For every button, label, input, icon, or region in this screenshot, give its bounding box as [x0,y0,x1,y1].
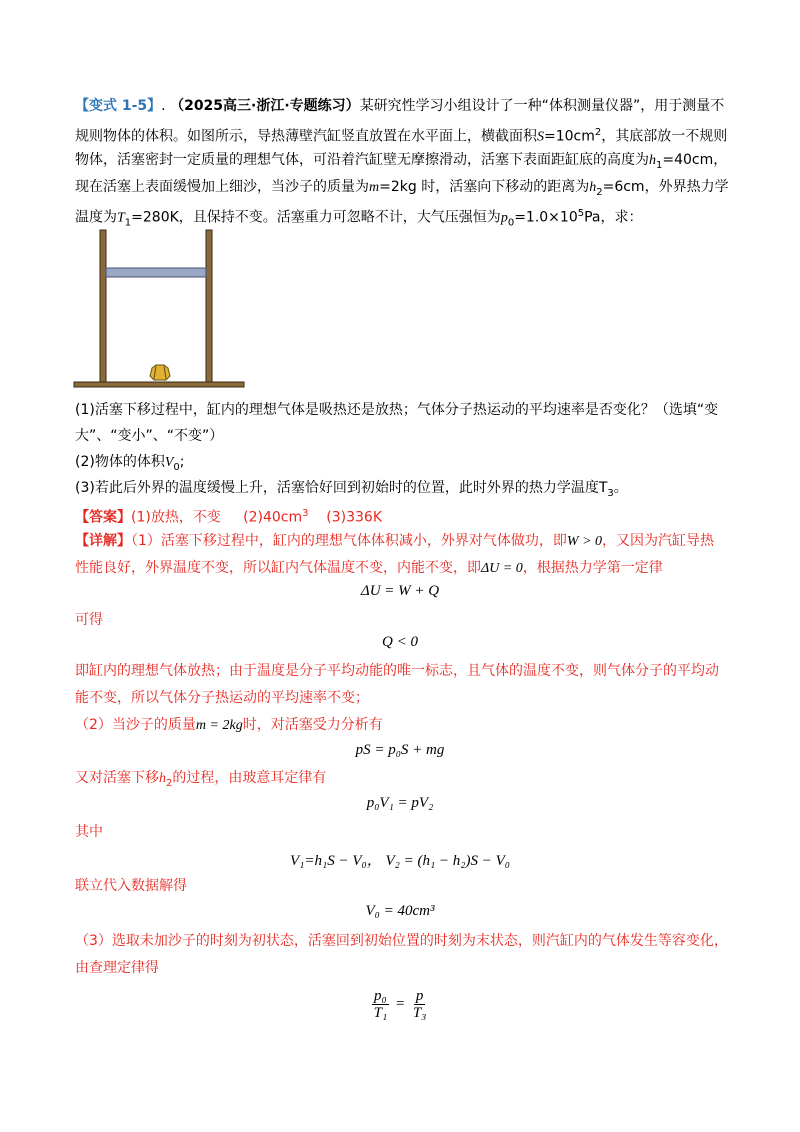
detail-line-4: 能不变，所以气体分子热运动的平均速率不变； [75,690,369,706]
sub-question-3: (3)若此后外界的温度缓慢上升，活塞恰好回到初始时的位置，此时外界的热力学温度$T_3$。 [75,480,628,499]
fraction-left: $\frac{\text{p₀}}{\text{T₁}}$ [373,988,388,1021]
question-line-1: 【变式 1-5】. （2025高三·浙江·专题练习）某研究性学习小组设计了一种“体积测量仪器”，用于测量不 [75,98,725,114]
equation-volumes: V₁=h₁S − V₀， V₂ = (h₁ − h₂)S − V₀ [289,853,510,869]
sub-question-1-cont: 大”、“变小”、“不变”） [75,428,224,444]
equation-force-balance: pS = p₀S + mg [355,742,445,758]
equation-first-law: ΔU = W + Q [360,583,440,599]
sub-question-2: (2)物体的体积$V_0$; [75,454,185,473]
equation-charles-law: $\frac{\text{p₀}}{\text{T₁}}$ = $\frac{p}{\text{T₃}}$ [373,988,427,1021]
detail-line-9: 由查理定律得 [75,960,159,976]
detail-kede: 可得 [75,612,103,628]
fraction-right: $\frac{p}{\text{T₃}}$ [412,988,427,1021]
cylinder-left-wall [100,230,106,382]
equation-v0-result: V₀ = 40cm³ [365,903,435,919]
ground-base [74,382,244,387]
equation-boyle-law: p₀V₁ = pV₂ [366,795,434,811]
cylinder-diagram [72,228,248,390]
equation-q-negative: Q < 0 [382,634,418,650]
answer-line: 【答案】(1)放热，不变 $(2)40cm^3$ (3)336K [75,508,383,526]
variant-tag: 【变式 1-5】 [75,98,162,114]
detail-line-6: 又对活塞下移$h_2$的过程，由玻意耳定律有 [75,770,327,789]
question-line-4: 现在活塞上表面缓慢加上细沙，当沙子的质量为m=2kg 时，活塞向下移动的距离为$h_2=6cm$，外界热力学 [75,179,729,198]
cylinder-right-wall [206,230,212,382]
detail-line-7: 联立代入数据解得 [75,878,187,894]
detail-tag: 【详解】 [75,533,131,549]
question-line-2: 规则物体的体积。如图所示，导热薄壁汽缸竖直放置在水平面上，横截面积$S=10cm^2$，其底部放一不规则 [75,127,728,145]
detail-qizhong: 其中 [75,824,103,840]
question-line-3: 物体，活塞密封一定质量的理想气体，可沿着汽缸壁无摩擦滑动，活塞下表面距缸底的高度为$h_1=40cm$， [75,152,728,171]
question-line-5: 温度为$T_1=280K$，且保持不变。活塞重力可忽略不计，大气压强恒为$p_0=1.0\times 10^5Pa$，求： [75,208,643,229]
detail-line-8: （3）选取未加沙子的时刻为初状态，活塞回到初始位置的时刻为末状态，则汽缸内的气体发生等容变化， [75,933,728,949]
irregular-object [150,365,170,380]
answer-tag: 【答案】 [75,509,131,526]
sub-question-1: (1)活塞下移过程中，缸内的理想气体是吸热还是放热；气体分子热运动的平均速率是否变化？（选填“变 [75,402,719,418]
detail-line-2: 性能良好，外界温度不变，所以缸内气体温度不变，内能不变，即ΔU = 0，根据热力学第一定律 [75,560,663,576]
question-source: （2025高三·浙江·专题练习） [170,98,360,114]
piston [106,268,206,277]
detail-line-1: 【详解】（1）活塞下移过程中，缸内的理想气体体积减小，外界对气体做功，即W > 0，又因为汽缸导热 [75,533,715,549]
detail-line-3: 即缸内的理想气体放热；由于温度是分子平均动能的唯一标志，且气体的温度不变，则气体分子的平均动 [75,663,719,679]
detail-line-5: （2）当沙子的质量m = 2kg时，对活塞受力分析有 [75,717,383,733]
